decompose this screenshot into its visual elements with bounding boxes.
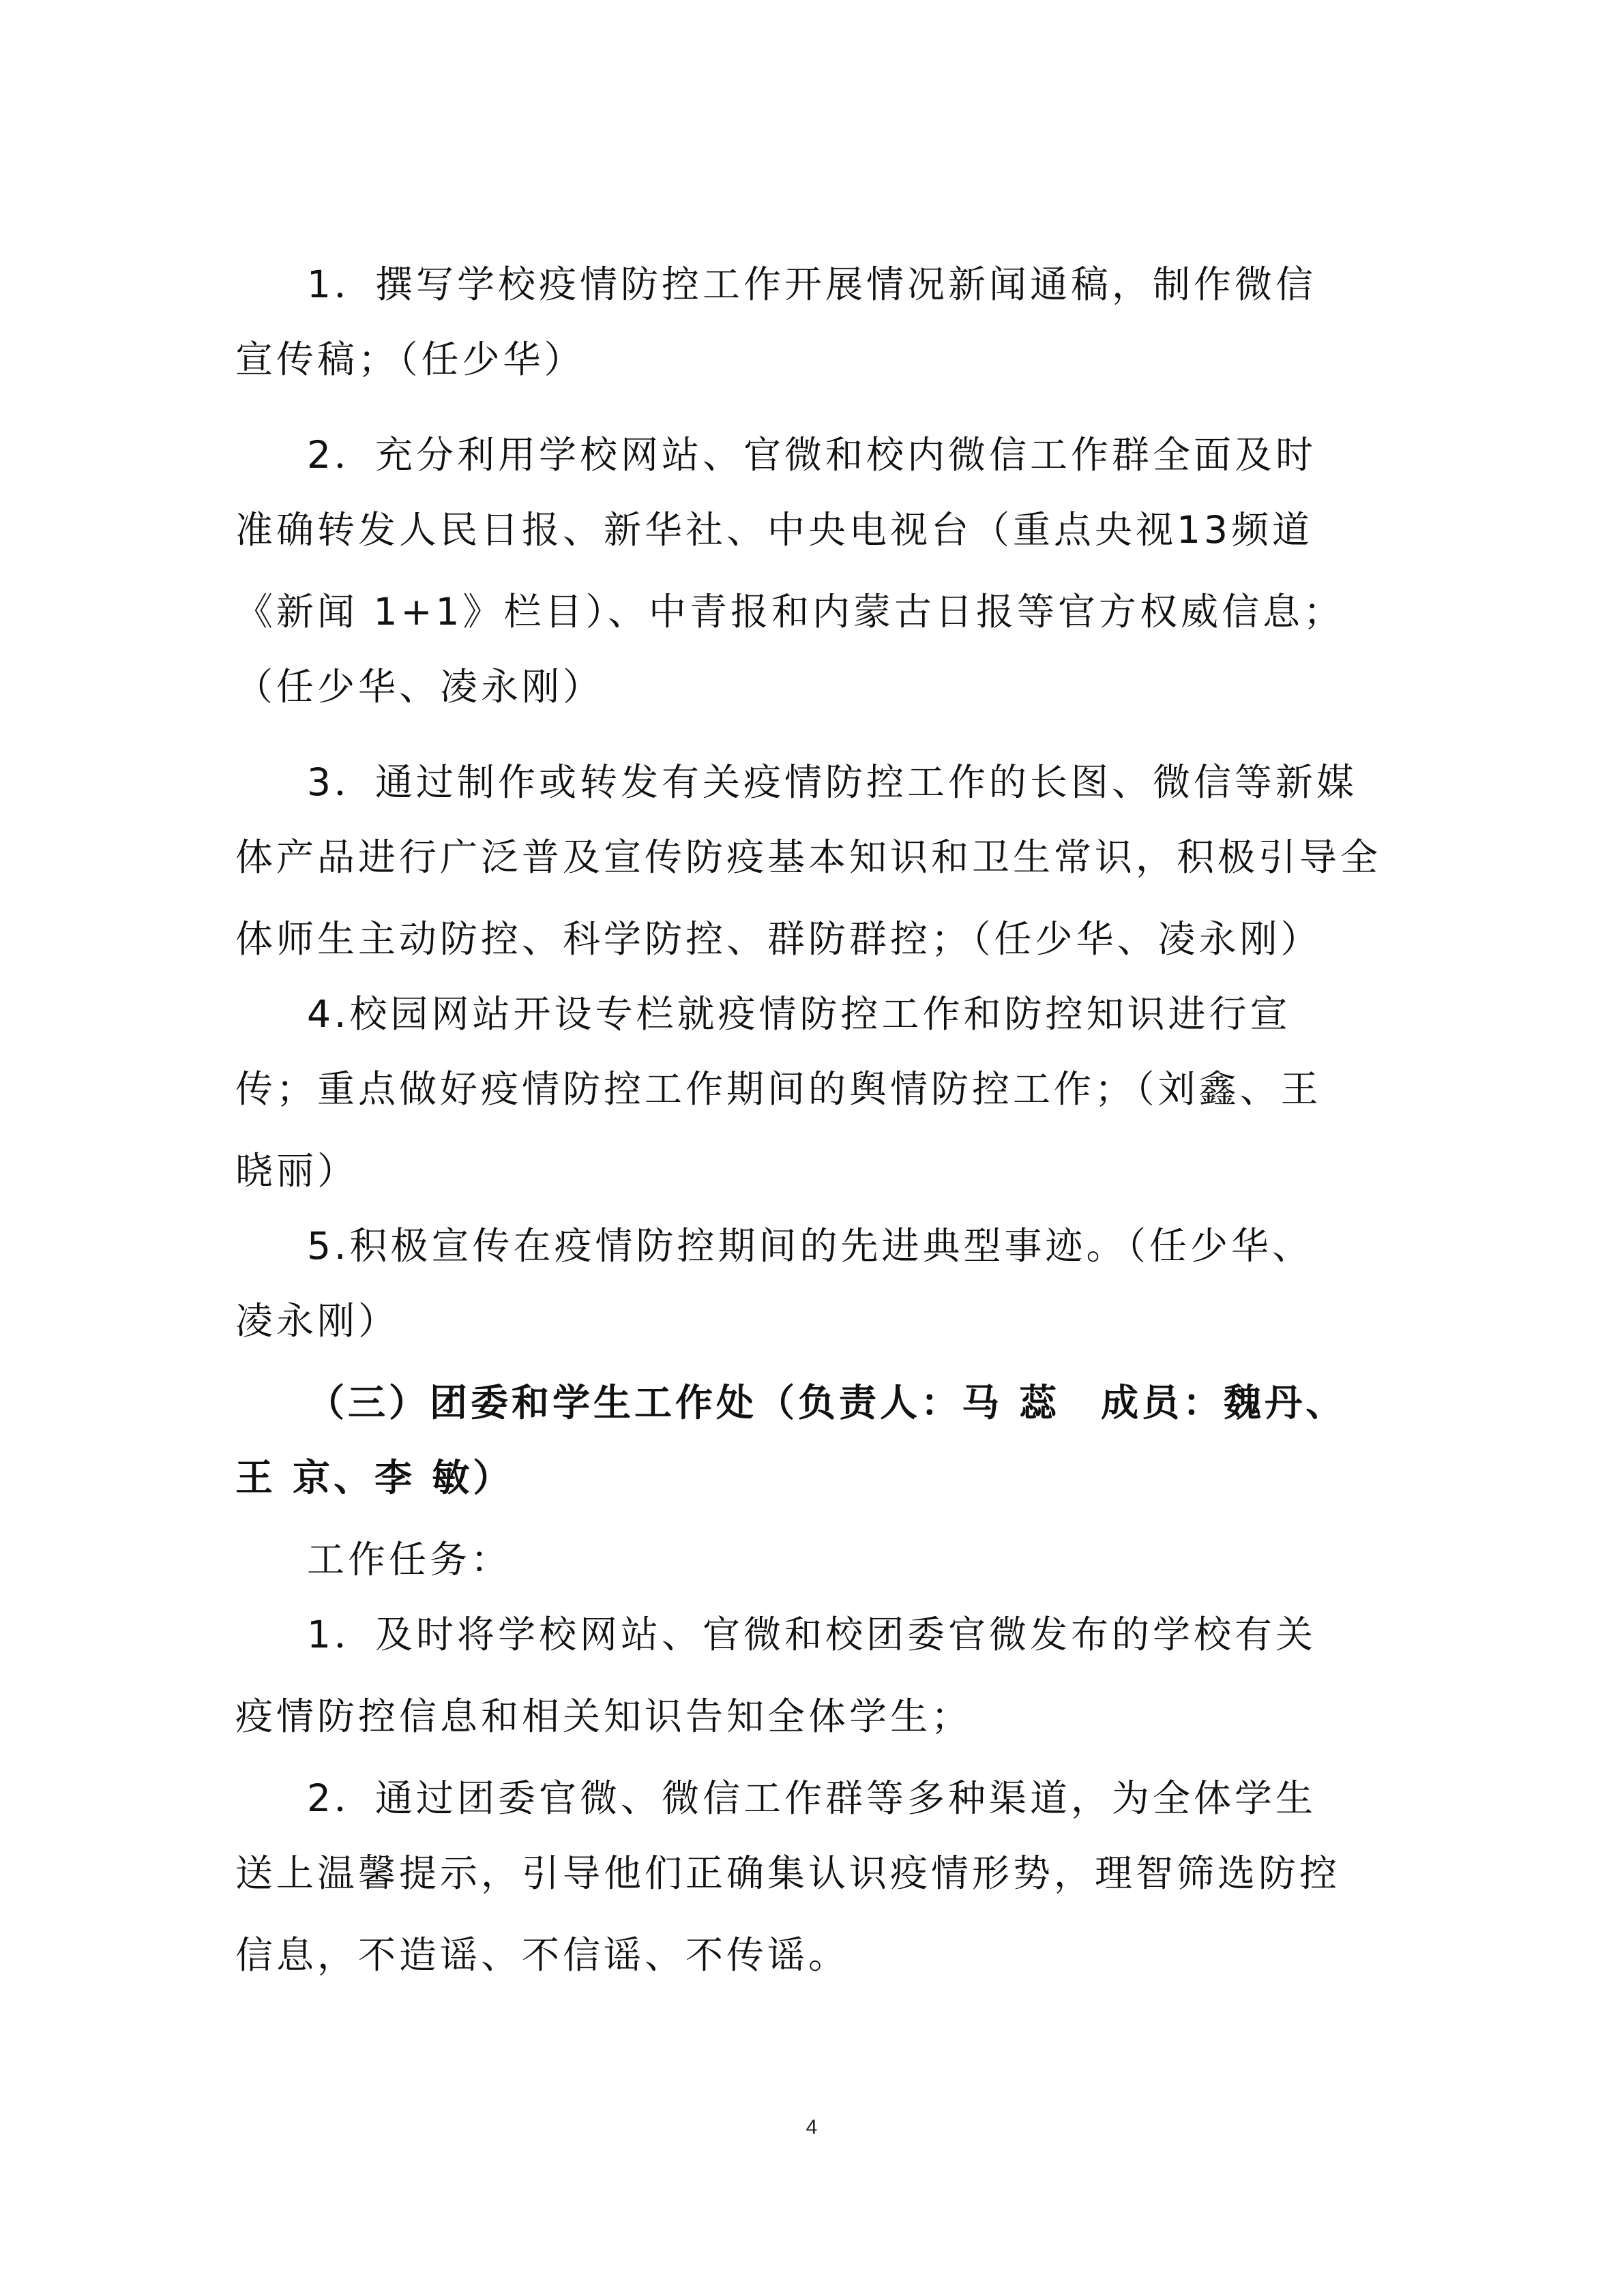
paragraph-line: 准确转发人民日报、新华社、中央电视台（重点央视13频道 xyxy=(235,508,1313,552)
paragraph-line: 2．充分利用学校网站、官微和校内微信工作群全面及时 xyxy=(307,433,1316,477)
paragraph-line: 体师生主动防控、科学防控、群防群控；（任少华、凌永刚） xyxy=(235,917,1322,961)
paragraph-line: 凌永刚） xyxy=(235,1299,400,1343)
paragraph-line: 2．通过团委官微、微信工作群等多种渠道，为全体学生 xyxy=(307,1776,1316,1820)
paragraph-line: 体产品进行广泛普及宣传防疫基本知识和卫生常识，积极引导全 xyxy=(235,835,1382,879)
paragraph-line: 疫情防控信息和相关知识告知全体学生； xyxy=(235,1695,973,1738)
section-heading-line: 王 京、李 敏） xyxy=(235,1456,514,1500)
paragraph-line: （任少华、凌永刚） xyxy=(235,665,604,709)
paragraph-line: 3．通过制作或转发有关疫情防控工作的长图、微信等新媒 xyxy=(307,760,1357,804)
page-number: 4 xyxy=(806,2116,818,2138)
paragraph-line: 工作任务： xyxy=(307,1538,512,1581)
paragraph-line: 1．及时将学校网站、官微和校团委官微发布的学校有关 xyxy=(307,1613,1316,1656)
section-heading-line: （三）团委和学生工作处（负责人：马 蕊 成员：魏丹、 xyxy=(307,1381,1347,1425)
paragraph-line: 4.校园网站开设专栏就疫情防控工作和防控知识进行宣 xyxy=(307,992,1291,1036)
paragraph-line: 送上温馨提示，引导他们正确集认识疫情形势，理智筛选防控 xyxy=(235,1851,1341,1895)
paragraph-line: 5.积极宣传在疫情防控期间的先进典型事迹。（任少华、 xyxy=(307,1224,1313,1268)
paragraph-line: 宣传稿；（任少华） xyxy=(235,338,585,381)
paragraph-line: 信息，不造谣、不信谣、不传谣。 xyxy=(235,1933,850,1977)
paragraph-line: 《新闻 1+1》栏目）、中青报和内蒙古日报等官方权威信息； xyxy=(235,590,1345,633)
paragraph-line: 传；重点做好疫情防控工作期间的舆情防控工作；（刘鑫、王 xyxy=(235,1067,1322,1111)
paragraph-line: 晓丽） xyxy=(235,1149,359,1193)
paragraph-line: 1．撰写学校疫情防控工作开展情况新闻通稿，制作微信 xyxy=(307,263,1316,306)
